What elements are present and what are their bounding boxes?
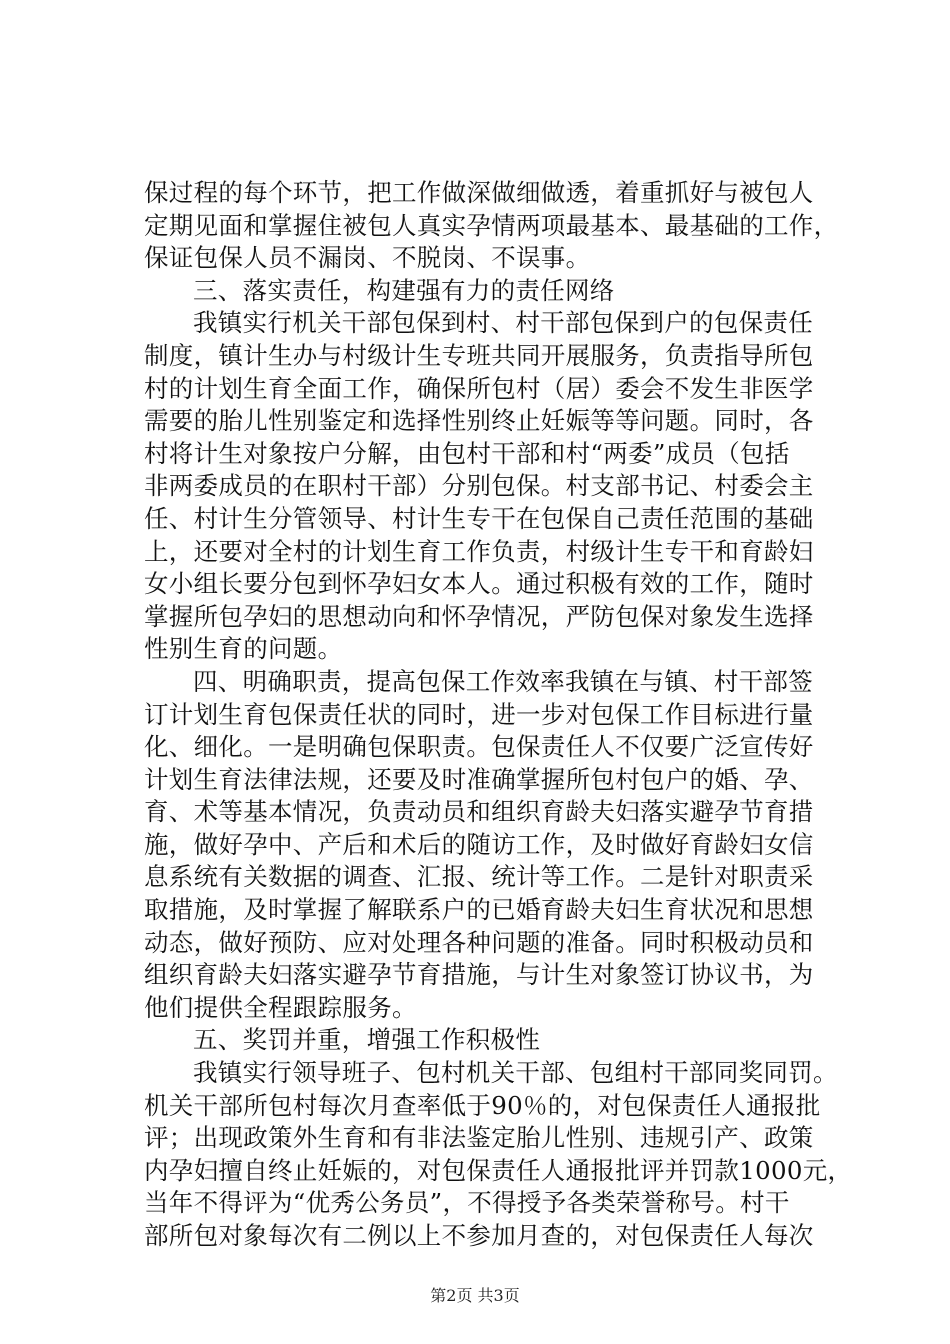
document-body bbox=[144, 177, 864, 1253]
text-line: 需要的胎儿性别鉴定和选择性别终止妊娠等等问题。同时，各 bbox=[144, 406, 814, 436]
text-line: 非两委成员的在职村干部）分别包保。村支部书记、村委会主 bbox=[144, 471, 814, 501]
text-line: 动态，做好预防、应对处理各种问题的准备。同时积极动员和 bbox=[144, 927, 814, 957]
text-line: 机关干部所包村每次月查率低于90％的，对包保责任人通报批 bbox=[144, 1090, 821, 1120]
text-line: 内孕妇擅自终止妊娠的，对包保责任人通报批评并罚款1000元， bbox=[144, 1155, 853, 1185]
text-line: 四、明确职责，提高包保工作效率我镇在与镇、村干部签 bbox=[193, 666, 813, 696]
text-line: 化、细化。一是明确包保职责。包保责任人不仅要广泛宣传好 bbox=[144, 732, 814, 762]
text-line: 上，还要对全村的计划生育工作负责，村级计生专干和育龄妇 bbox=[144, 536, 814, 566]
text-line: 施，做好孕中、产后和术后的随访工作，及时做好育龄妇女信 bbox=[144, 829, 814, 859]
text-line: 取措施，及时掌握了解联系户的已婚育龄夫妇生育状况和思想 bbox=[144, 895, 814, 925]
text-line: 当年不得评为“优秀公务员”，不得授予各类荣誉称号。村干 bbox=[144, 1188, 790, 1218]
text-line: 村将计生对象按户分解，由包村干部和村“两委”成员（包括 bbox=[144, 438, 790, 468]
text-line: 订计划生育包保责任状的同时，进一步对包保工作目标进行量 bbox=[144, 699, 814, 729]
text-line: 评；出现政策外生育和有非法鉴定胎儿性别、违规引产、政策 bbox=[144, 1123, 814, 1153]
text-line: 计划生育法律法规，还要及时准确掌握所包村包户的婚、孕、 bbox=[144, 764, 814, 794]
text-line: 他们提供全程跟踪服务。 bbox=[144, 992, 417, 1022]
text-line: 任、村计生分管领导、村计生专干在包保自己责任范围的基础 bbox=[144, 503, 814, 533]
text-line: 部所包对象每次有二例以上不参加月查的，对包保责任人每次 bbox=[144, 1221, 814, 1250]
text-line: 掌握所包孕妇的思想动向和怀孕情况，严防包保对象发生选择 bbox=[144, 601, 814, 631]
text-line: 息系统有关数据的调查、汇报、统计等工作。二是针对职责采 bbox=[144, 862, 814, 892]
text-line: 三、落实责任，构建强有力的责任网络 bbox=[193, 275, 615, 305]
text-line: 村的计划生育全面工作，确保所包村（居）委会不发生非医学 bbox=[144, 373, 814, 403]
text-line: 我镇实行机关干部包保到村、村干部包保到户的包保责任 bbox=[193, 308, 813, 338]
text-line: 制度，镇计生办与村级计生专班共同开展服务，负责指导所包 bbox=[144, 340, 814, 370]
text-line: 保证包保人员不漏岗、不脱岗、不误事。 bbox=[144, 243, 591, 273]
page-footer: 第2页 共3页 bbox=[430, 1286, 520, 1305]
text-line: 女小组长要分包到怀孕妇女本人。通过积极有效的工作，随时 bbox=[144, 569, 814, 599]
text-line: 组织育龄夫妇落实避孕节育措施，与计生对象签订协议书，为 bbox=[144, 960, 814, 990]
text-line: 定期见面和掌握住被包人真实孕情两项最基本、最基础的工作， bbox=[144, 210, 839, 240]
text-line: 性别生育的问题。 bbox=[144, 634, 343, 664]
text-line: 我镇实行领导班子、包村机关干部、包组村干部同奖同罚。 bbox=[193, 1058, 838, 1088]
text-line: 保过程的每个环节，把工作做深做细做透，着重抓好与被包人 bbox=[144, 178, 814, 207]
text-line: 育、术等基本情况，负责动员和组织育龄夫妇落实避孕节育措 bbox=[144, 797, 814, 827]
text-line: 五、奖罚并重，增强工作积极性 bbox=[193, 1025, 541, 1055]
